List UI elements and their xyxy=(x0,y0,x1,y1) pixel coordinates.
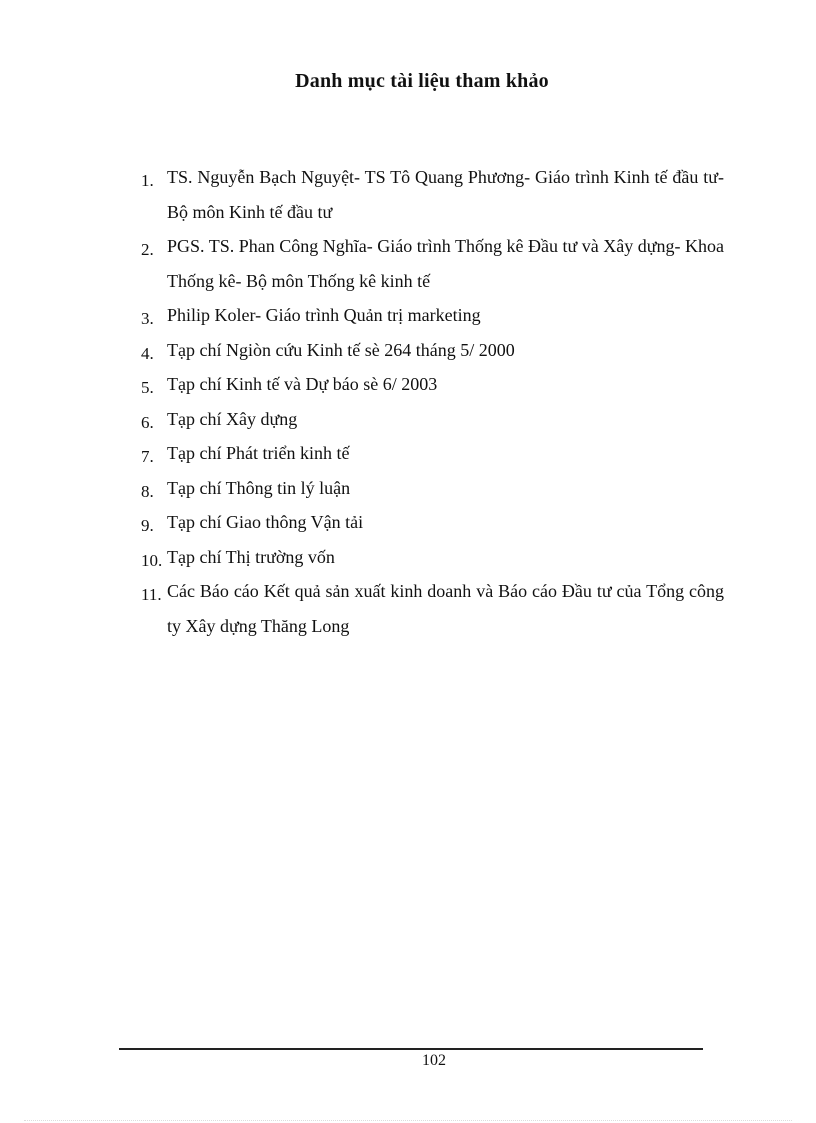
reference-text: Tạp chí Thông tin lý luận xyxy=(167,477,351,498)
reference-item xyxy=(138,574,724,643)
reference-item xyxy=(138,333,724,368)
reference-number: 8. xyxy=(141,481,154,501)
reference-text: Tạp chí Ngiòn cứu Kinh tế sè 264 tháng 5/ 2000 xyxy=(167,339,515,360)
reference-item xyxy=(138,298,724,333)
reference-number: 4. xyxy=(141,343,154,363)
reference-number: 1. xyxy=(141,171,154,190)
reference-number: 5. xyxy=(141,378,154,397)
reference-text: Các Báo cáo Kết quả sản xuất kinh doanh và Báo cáo Đầu tư của Tổng công ty Xây dựng Thăng Long xyxy=(167,581,724,636)
reference-item xyxy=(138,471,724,506)
reference-text: TS. Nguyễn Bạch Nguyệt- TS Tô Quang Phương- Giáo trình Kinh tế đầu tư- Bộ môn Kinh tế đầu tư xyxy=(167,167,724,222)
reference-item xyxy=(138,540,724,575)
reference-number: 10. xyxy=(141,550,163,570)
reference-item xyxy=(138,367,724,402)
reference-number: 7. xyxy=(141,447,154,466)
reference-text: Tạp chí Xây dựng xyxy=(167,408,298,429)
reference-number: 9. xyxy=(141,516,154,535)
reference-item xyxy=(138,229,724,298)
reference-text: Tạp chí Thị trường vốn xyxy=(167,546,335,567)
bottom-dotted-divider xyxy=(24,1120,792,1121)
reference-text: Tạp chí Giao thông Vận tải xyxy=(167,512,364,532)
reference-item xyxy=(138,160,724,229)
reference-number: 6. xyxy=(141,412,154,432)
reference-text: PGS. TS. Phan Công Nghĩa- Giáo trình Thống kê Đầu tư và Xây dựng- Khoa Thống kê- Bộ môn Thống kê kinh tế xyxy=(167,236,724,291)
page-number: 102 xyxy=(422,1052,446,1069)
reference-text: Tạp chí Kinh tế và Dự báo sè 6/ 2003 xyxy=(167,374,438,394)
reference-item xyxy=(138,436,724,471)
reference-list xyxy=(138,160,724,643)
reference-text: Tạp chí Phát triển kinh tế xyxy=(167,443,350,463)
reference-item xyxy=(138,402,724,437)
reference-number: 11. xyxy=(141,585,162,604)
reference-text: Philip Koler- Giáo trình Quản trị marketing xyxy=(167,305,481,325)
reference-item xyxy=(138,505,724,540)
reference-number: 2. xyxy=(141,240,154,259)
reference-number: 3. xyxy=(141,309,154,328)
footer-rule xyxy=(119,1048,703,1050)
page-title: Danh mục tài liệu tham khảo xyxy=(295,70,549,92)
